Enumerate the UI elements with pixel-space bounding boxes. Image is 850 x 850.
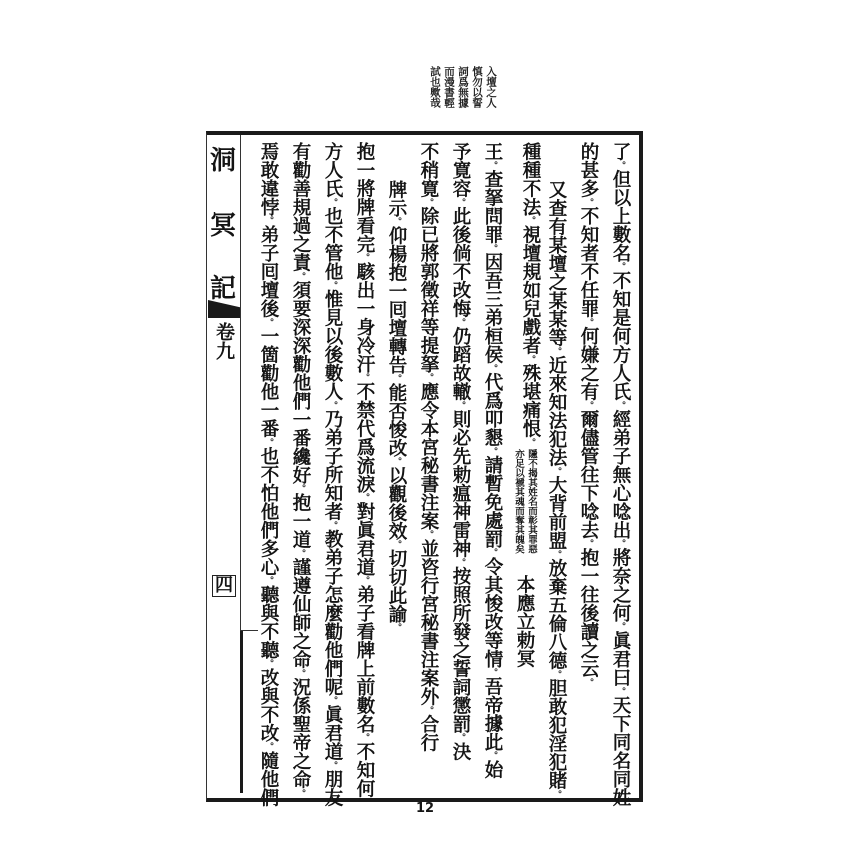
punctuation-mark: 。	[487, 243, 497, 253]
column-text-continued: 本應立勅冥	[514, 574, 535, 667]
text-body	[250, 142, 636, 807]
book-title-char: 洞	[209, 146, 236, 176]
column-text: 的甚多。不知者不任罪。何嫌之有。爾儘管往下唸去。抱一往後讀之云。	[578, 142, 599, 687]
punctuation-mark: 。	[263, 742, 273, 751]
punctuation-mark: 。	[423, 530, 433, 539]
punctuation-mark: 。	[295, 788, 305, 798]
punctuation-mark: 。	[295, 548, 305, 558]
punctuation-mark: 。	[455, 197, 465, 207]
punctuation-mark: 。	[295, 484, 305, 493]
punctuation-mark: 。	[615, 262, 625, 271]
header-annotation-line: 慎勿以誓	[471, 66, 483, 108]
interlinear-note-line: 隱不揭其姓名而彰其罪惡	[526, 448, 537, 553]
punctuation-mark: 。	[455, 400, 465, 410]
punctuation-mark: 。	[583, 677, 593, 687]
punctuation-mark: 。	[551, 549, 561, 559]
punctuation-mark: 。	[455, 317, 465, 327]
punctuation-mark: 。	[359, 576, 369, 585]
punctuation-mark: 。	[327, 197, 337, 207]
punctuation-mark: 。	[263, 437, 273, 447]
book-title-char: 冥	[209, 211, 236, 241]
punctuation-mark: 。	[359, 373, 369, 382]
punctuation-mark: 。	[615, 160, 625, 170]
punctuation-mark: 。	[327, 696, 337, 705]
punctuation-mark: 。	[263, 659, 273, 668]
column-text: 了。但以上數名。不知是何方人氏。經弟子無心唸出。將奈之何。眞君曰。天下同名同姓	[610, 142, 631, 807]
punctuation-mark: 。	[583, 400, 593, 410]
column-text: 王。查拏問罪。因吾三弟桓侯。代爲叩懇。請暫免處罰。令其悛改等情。吾帝據此。始	[482, 142, 503, 779]
column-text: 種種不法。視壇規如兒戲者。殊堪痛恨。	[502, 142, 546, 447]
punctuation-mark: 。	[455, 557, 465, 567]
column-text: 又查有某壇之某某等。近來知法犯法。大背前盟。放棄五倫八德。胆敢犯淫犯賭。	[546, 180, 567, 799]
punctuation-mark: 。	[551, 466, 561, 476]
punctuation-mark: 。	[525, 354, 535, 364]
book-title-char: 記	[209, 274, 236, 304]
column-text: 焉敢違悖。弟子囘壇後。一箇勸他一番。也不怕他們多心。聽與不聽。改與不改。隨他們	[258, 142, 279, 807]
punctuation-mark: 。	[359, 493, 369, 502]
punctuation-mark: 。	[327, 280, 337, 290]
column-text: 予寛容。此後倘不改悔。仍蹈故轍。則必先勅瘟神雷神。按照所發之誓詞懲罰。決	[450, 142, 471, 761]
punctuation-mark: 。	[487, 548, 497, 557]
punctuation-mark: 。	[423, 373, 433, 382]
punctuation-mark: 。	[423, 197, 433, 207]
punctuation-mark: 。	[615, 622, 625, 631]
punctuation-mark: 。	[391, 540, 401, 549]
punctuation-mark: 。	[263, 216, 273, 225]
volume-label: 卷九	[213, 322, 235, 360]
punctuation-mark: 。	[487, 363, 497, 373]
column-text: 抱一將牌看完。駭出一身冷汗。不禁代爲流淚。對眞君道。弟子看牌上前數名。不知何	[354, 142, 375, 798]
leaf-number: 四	[212, 575, 236, 597]
punctuation-mark: 。	[551, 789, 561, 799]
punctuation-mark: 。	[391, 457, 401, 466]
column-text: 方人氏。也不管他。惟見以後數人。乃弟子所知者。教弟子怎麼勸他們呢。眞君道。朋友	[322, 142, 343, 807]
punctuation-mark: 。	[583, 539, 593, 548]
punctuation-mark: 。	[583, 197, 593, 207]
text-column	[604, 142, 636, 807]
punctuation-mark: 。	[487, 446, 497, 456]
punctuation-mark: 。	[487, 160, 497, 170]
column-text: 有勸善規過之責。須要深深勸他們一番纔好。抱一道。謹遵仙師之命。況係聖帝之命。	[290, 142, 311, 798]
punctuation-mark: 。	[525, 437, 535, 447]
punctuation-mark: 。	[615, 400, 625, 410]
punctuation-mark: 。	[295, 668, 305, 678]
punctuation-mark: 。	[295, 271, 305, 281]
punctuation-mark: 。	[487, 751, 497, 760]
header-annotation-line: 入壇之人	[485, 66, 497, 108]
header-annotation	[428, 66, 497, 108]
punctuation-mark: 。	[391, 217, 401, 226]
column-text: 牌示。仰楊抱一囘壇轉告。能否悛改。以觀後效。切切此諭。	[386, 180, 407, 632]
punctuation-mark: 。	[615, 539, 625, 548]
punctuation-mark: 。	[391, 623, 401, 632]
punctuation-mark: 。	[359, 253, 369, 262]
punctuation-mark: 。	[551, 669, 561, 679]
punctuation-mark: 。	[327, 520, 337, 530]
header-annotation-line: 試也歟哉	[429, 66, 441, 108]
interlinear-note-line: 亦足以褫其魂而奪其魄矣	[513, 448, 524, 553]
punctuation-mark: 。	[455, 733, 465, 742]
punctuation-mark: 。	[551, 346, 561, 356]
punctuation-mark: 。	[615, 686, 625, 696]
punctuation-mark: 。	[525, 216, 535, 225]
header-annotation-line: 而漫書輕	[443, 66, 455, 108]
page-number: 12	[415, 801, 435, 816]
punctuation-mark: 。	[263, 317, 273, 327]
punctuation-mark: 。	[327, 400, 337, 410]
punctuation-mark: 。	[487, 668, 497, 677]
punctuation-mark: 。	[391, 374, 401, 383]
column-text: 不稍寛。除已將郭徵祥等提拏。應令本宮秘書注案。並咨行宮秘書注案外。合行	[418, 142, 439, 752]
punctuation-mark: 。	[423, 705, 433, 715]
header-annotation-line: 詞爲無據	[457, 66, 469, 108]
punctuation-mark: 。	[263, 576, 273, 585]
punctuation-mark: 。	[359, 733, 369, 742]
punctuation-mark: 。	[583, 317, 593, 327]
punctuation-mark: 。	[327, 760, 337, 770]
